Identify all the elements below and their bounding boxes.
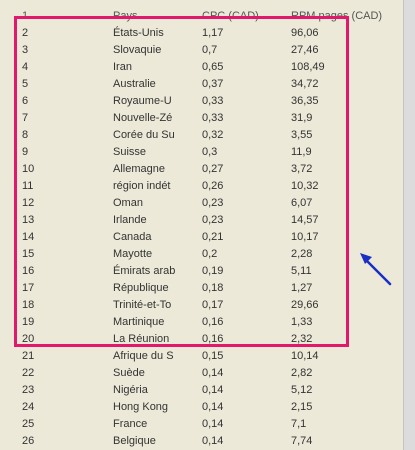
row-index-cell[interactable]: 5 xyxy=(22,78,29,90)
rpm-cell[interactable]: 34,72 xyxy=(291,78,319,90)
country-cell[interactable]: région indét xyxy=(113,180,171,192)
country-cell[interactable]: Irlande xyxy=(113,214,147,226)
rpm-cell[interactable]: 2,82 xyxy=(291,367,313,379)
row-index-cell[interactable]: 15 xyxy=(22,248,35,260)
country-cell[interactable]: États-Unis xyxy=(113,27,164,39)
cpc-cell[interactable]: 0,33 xyxy=(202,112,224,124)
table-row[interactable] xyxy=(0,178,403,195)
country-cell[interactable]: Allemagne xyxy=(113,163,165,175)
cpc-cell[interactable]: 0,19 xyxy=(202,265,224,277)
rpm-cell[interactable]: 5,11 xyxy=(291,265,312,277)
row-index-cell[interactable]: 14 xyxy=(22,231,35,243)
cpc-cell[interactable]: 0,23 xyxy=(202,214,224,226)
row-index-cell[interactable]: 7 xyxy=(22,112,29,124)
cpc-cell[interactable]: 0,17 xyxy=(202,299,224,311)
cpc-cell[interactable]: 0,26 xyxy=(202,180,224,192)
rpm-cell[interactable]: 7,1 xyxy=(291,418,307,430)
row-index-cell[interactable]: 18 xyxy=(22,299,35,311)
country-cell[interactable]: Australie xyxy=(113,78,156,90)
table-row[interactable] xyxy=(0,229,403,246)
row-index-cell[interactable]: 6 xyxy=(22,95,29,107)
table-row[interactable] xyxy=(0,59,403,76)
country-cell[interactable]: Canada xyxy=(113,231,152,243)
table-row[interactable] xyxy=(0,246,403,263)
cpc-cell[interactable]: 0,65 xyxy=(202,61,224,73)
country-cell[interactable]: Nouvelle-Zé xyxy=(113,112,173,124)
rpm-cell[interactable]: 10,32 xyxy=(291,180,319,192)
cpc-cell[interactable]: 0,37 xyxy=(202,78,224,90)
table-row[interactable] xyxy=(0,195,403,212)
rpm-cell[interactable]: 1,33 xyxy=(291,316,313,328)
row-index-cell[interactable]: 23 xyxy=(22,384,35,396)
cpc-cell[interactable]: 0,27 xyxy=(202,163,224,175)
cpc-cell[interactable]: 0,7 xyxy=(202,44,218,56)
rpm-cell[interactable]: 10,14 xyxy=(291,350,319,362)
table-row[interactable] xyxy=(0,280,403,297)
table-row[interactable] xyxy=(0,110,403,127)
row-index-cell[interactable]: 25 xyxy=(22,418,35,430)
cpc-cell[interactable]: 0,14 xyxy=(202,384,224,396)
rpm-cell[interactable]: 10,17 xyxy=(291,231,319,243)
rpm-cell[interactable]: 2,28 xyxy=(291,248,313,260)
header-rpm[interactable]: RPM pages (CAD) xyxy=(291,10,383,22)
country-cell[interactable]: Oman xyxy=(113,197,143,209)
table-row[interactable] xyxy=(0,331,403,348)
cpc-cell[interactable]: 0,32 xyxy=(202,129,224,141)
cpc-cell[interactable]: 0,16 xyxy=(202,316,224,328)
row-index-cell[interactable]: 9 xyxy=(22,146,29,158)
table-row[interactable] xyxy=(0,127,403,144)
rpm-cell[interactable]: 3,55 xyxy=(291,129,313,141)
table-row[interactable] xyxy=(0,161,403,178)
country-cell[interactable]: Belgique xyxy=(113,435,156,447)
table-row[interactable] xyxy=(0,399,403,416)
row-index-cell[interactable]: 26 xyxy=(22,435,35,447)
row-index-cell[interactable]: 2 xyxy=(22,27,29,39)
country-cell[interactable]: Iran xyxy=(113,61,132,73)
table-row[interactable] xyxy=(0,365,403,382)
rpm-cell[interactable]: 108,49 xyxy=(291,61,325,73)
country-cell[interactable]: France xyxy=(113,418,148,430)
header-cpc[interactable]: CPC (CAD) xyxy=(202,10,259,22)
row-index-cell[interactable]: 11 xyxy=(22,180,34,192)
cpc-cell[interactable]: 0,15 xyxy=(202,350,224,362)
rpm-cell[interactable]: 96,06 xyxy=(291,27,319,39)
country-cell[interactable]: Corée du Su xyxy=(113,129,175,141)
cpc-cell[interactable]: 0,2 xyxy=(202,248,218,260)
rpm-cell[interactable]: 11,9 xyxy=(291,146,312,158)
cpc-cell[interactable]: 0,18 xyxy=(202,282,224,294)
cpc-cell[interactable]: 0,21 xyxy=(202,231,224,243)
country-cell[interactable]: Hong Kong xyxy=(113,401,169,413)
row-index-cell[interactable]: 13 xyxy=(22,214,35,226)
table-row[interactable] xyxy=(0,382,403,399)
country-cell[interactable]: Émirats arab xyxy=(113,265,175,277)
cpc-cell[interactable]: 0,14 xyxy=(202,367,224,379)
row-index-cell[interactable]: 21 xyxy=(22,350,35,362)
table-row[interactable] xyxy=(0,93,403,110)
row-index-cell[interactable]: 3 xyxy=(22,44,29,56)
rpm-cell[interactable]: 36,35 xyxy=(291,95,319,107)
country-cell[interactable]: Trinité-et-To xyxy=(113,299,172,311)
rpm-cell[interactable]: 2,15 xyxy=(291,401,313,413)
row-index-cell[interactable]: 16 xyxy=(22,265,35,277)
table-row[interactable] xyxy=(0,314,403,331)
row-index-cell[interactable]: 12 xyxy=(22,197,35,209)
cpc-cell[interactable]: 0,14 xyxy=(202,401,224,413)
cpc-cell[interactable]: 0,23 xyxy=(202,197,224,209)
cpc-cell[interactable]: 0,14 xyxy=(202,435,224,447)
country-cell[interactable]: Royaume-U xyxy=(113,95,172,107)
table-row[interactable] xyxy=(0,25,403,42)
table-row[interactable] xyxy=(0,76,403,93)
country-cell[interactable]: Afrique du S xyxy=(113,350,174,362)
cpc-cell[interactable]: 0,33 xyxy=(202,95,224,107)
table-row[interactable] xyxy=(0,433,403,450)
rpm-cell[interactable]: 1,27 xyxy=(291,282,313,294)
rpm-cell[interactable]: 14,57 xyxy=(291,214,319,226)
row-index-cell[interactable]: 22 xyxy=(22,367,35,379)
row-index-cell[interactable]: 8 xyxy=(22,129,29,141)
rpm-cell[interactable]: 6,07 xyxy=(291,197,313,209)
arrow-up-left-icon xyxy=(356,248,396,290)
table-row[interactable] xyxy=(0,212,403,229)
header-pays[interactable]: Pays xyxy=(113,10,138,22)
table-row[interactable] xyxy=(0,42,403,59)
rpm-cell[interactable]: 7,74 xyxy=(291,435,313,447)
row-index-cell[interactable]: 17 xyxy=(22,282,35,294)
country-cell[interactable]: Slovaquie xyxy=(113,44,162,56)
cpc-cell[interactable]: 0,16 xyxy=(202,333,224,345)
table-header-row xyxy=(0,8,403,25)
row-index-cell[interactable]: 10 xyxy=(22,163,35,175)
country-cell[interactable]: Mayotte xyxy=(113,248,153,260)
row-index-cell[interactable]: 20 xyxy=(22,333,35,345)
country-cell[interactable]: Nigéria xyxy=(113,384,148,396)
data-table xyxy=(0,8,403,450)
country-cell[interactable]: République xyxy=(113,282,169,294)
table-row[interactable] xyxy=(0,263,403,280)
table-row[interactable] xyxy=(0,297,403,314)
table-row[interactable] xyxy=(0,144,403,161)
header-index: 1 xyxy=(22,10,29,22)
rpm-cell[interactable]: 3,72 xyxy=(291,163,313,175)
table-body xyxy=(0,25,403,450)
cpc-cell[interactable]: 0,3 xyxy=(202,146,218,158)
cpc-cell[interactable]: 0,14 xyxy=(202,418,224,430)
country-cell[interactable]: Suède xyxy=(113,367,145,379)
rpm-cell[interactable]: 5,12 xyxy=(291,384,313,396)
rpm-cell[interactable]: 29,66 xyxy=(291,299,319,311)
row-index-cell[interactable]: 4 xyxy=(22,61,29,73)
row-index-cell[interactable]: 24 xyxy=(22,401,35,413)
cpc-cell[interactable]: 1,17 xyxy=(202,27,224,39)
vertical-scrollbar[interactable] xyxy=(403,0,415,450)
country-cell[interactable]: La Réunion xyxy=(113,333,170,345)
rpm-cell[interactable]: 27,46 xyxy=(291,44,319,56)
table-row[interactable] xyxy=(0,348,403,365)
row-index-cell[interactable]: 19 xyxy=(22,316,35,328)
country-cell[interactable]: Martinique xyxy=(113,316,165,328)
country-cell[interactable]: Suisse xyxy=(113,146,147,158)
rpm-cell[interactable]: 31,9 xyxy=(291,112,313,124)
rpm-cell[interactable]: 2,32 xyxy=(291,333,313,345)
table-row[interactable] xyxy=(0,416,403,433)
